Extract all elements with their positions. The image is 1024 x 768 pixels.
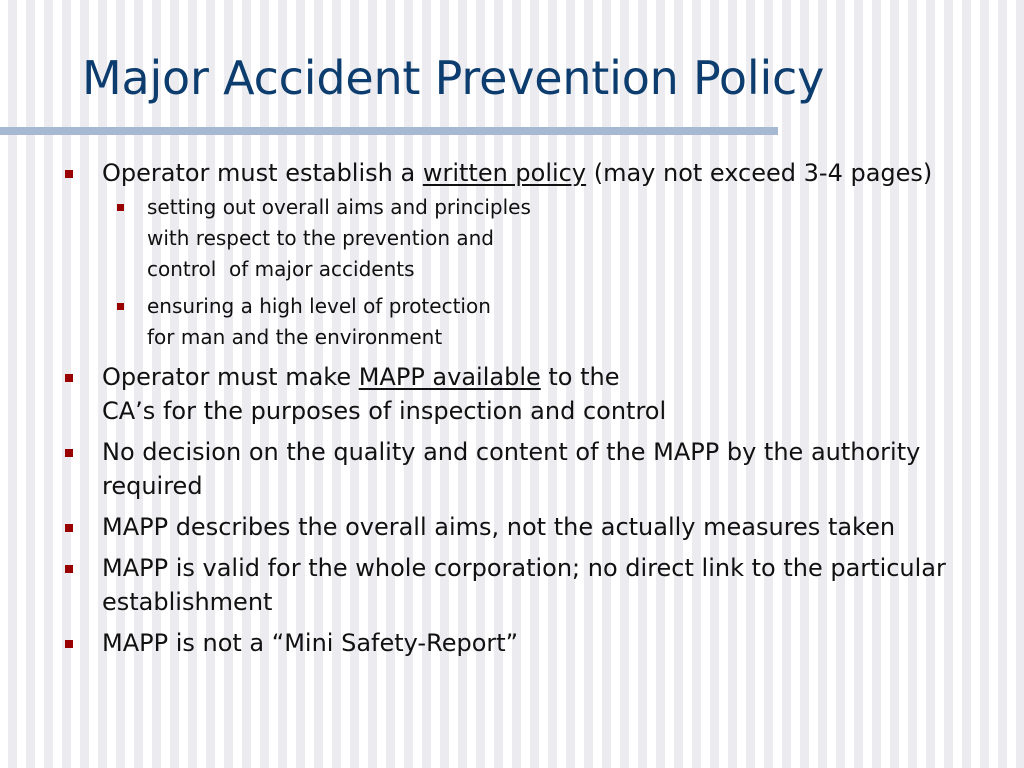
- title-divider: [0, 127, 778, 135]
- sub-bullet-item-aims: [102, 192, 992, 285]
- bullet-item-overall-aims: [62, 510, 992, 544]
- sub-bullet-line: ensuring a high level of protection: [147, 294, 491, 318]
- square-bullet-icon: [117, 204, 124, 211]
- sub-bullet-item-protection: [102, 291, 992, 353]
- bullet-text: MAPP is valid for the whole corporation; no direct link to the particular establishment: [102, 554, 946, 616]
- bullet-item-no-decision: [62, 435, 992, 503]
- bullet-text: Operator must establish a: [102, 159, 423, 187]
- square-bullet-icon: [65, 640, 73, 648]
- square-bullet-icon: [65, 524, 73, 532]
- sub-bullet-line: for man and the environment: [147, 325, 443, 349]
- slide-content: [62, 156, 992, 667]
- bullet-item-mapp-available: [62, 360, 992, 428]
- bullet-text: MAPP is not a “Mini Safety-Report”: [102, 629, 519, 657]
- square-bullet-icon: [65, 170, 73, 178]
- bullet-text: to the: [540, 363, 620, 391]
- bullet-item-mini-safety-report: [62, 626, 992, 660]
- bullet-text: No decision on the quality and content of the MAPP by the authority required: [102, 438, 921, 500]
- bullet-text: MAPP describes the overall aims, not the actually measures taken: [102, 513, 896, 541]
- bullet-item-written-policy: [62, 156, 992, 353]
- bullet-text-line2: CA’s for the purposes of inspection and control: [102, 397, 667, 425]
- square-bullet-icon: [65, 565, 73, 573]
- bullet-item-corporation: [62, 551, 992, 619]
- mapp-available-underlined: MAPP available: [358, 363, 541, 391]
- sub-bullet-list: [102, 192, 992, 353]
- sub-bullet-line: with respect to the prevention and: [147, 226, 495, 250]
- bullet-list: [62, 156, 992, 660]
- square-bullet-icon: [117, 303, 124, 310]
- slide-title: Major Accident Prevention Policy: [82, 51, 825, 105]
- square-bullet-icon: [65, 449, 73, 457]
- written-policy-underlined: written policy: [422, 159, 587, 187]
- bullet-text: Operator must make: [102, 363, 359, 391]
- bullet-text: (may not exceed 3-4 pages): [586, 159, 933, 187]
- sub-bullet-line: setting out overall aims and principles: [147, 195, 531, 219]
- sub-bullet-line: control of major accidents: [147, 257, 415, 281]
- square-bullet-icon: [65, 374, 73, 382]
